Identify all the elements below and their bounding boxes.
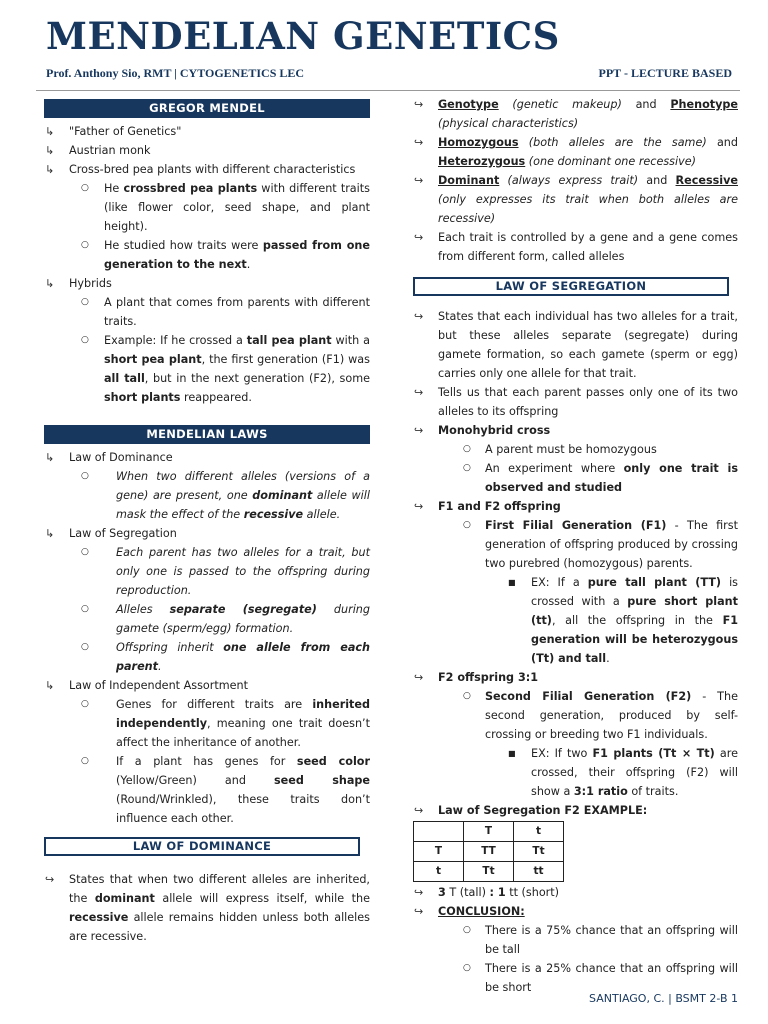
list-item: ↪ Monohybrid cross	[413, 421, 738, 440]
law-of-dominance-heading: LAW OF DOMINANCE	[44, 837, 360, 856]
page-title: MENDELIAN GENETICS	[46, 14, 560, 58]
list-item: ↪ States that when two different alleles are inherited, the dominant allele will express itself, while the recessive allele remains hidden unless both alleles are recessive.	[44, 870, 370, 946]
lecture-label: PPT - LECTURE BASED	[598, 66, 732, 80]
author-line: Prof. Anthony Sio, RMT | CYTOGENETICS LEC	[46, 66, 305, 80]
table-cell: t	[514, 822, 564, 842]
right-column	[413, 95, 738, 997]
list-item: ↪ CONCLUSION:	[413, 902, 738, 921]
list-item: ↪ Homozygous (both alleles are the same) and Heterozygous (one dominant one recessive)	[413, 133, 738, 171]
sub-list-item: ○ He studied how traits were passed from one generation to the next.	[44, 236, 370, 274]
list-item: ↳ Law of Independent Assortment	[44, 676, 370, 695]
table-row	[414, 842, 564, 862]
sub-list-item: ○ Offspring inherit one allele from each parent.	[44, 638, 370, 676]
sub-list-item: ○ First Filial Generation (F1) - The first generation of offspring produced by crossing two purebred (homozygous) parents.	[413, 516, 738, 573]
list-item: ↳ Cross-bred pea plants with different characteristics	[44, 160, 370, 179]
table-cell	[414, 822, 464, 842]
sub-list-item: ○ If a plant has genes for seed color (Yellow/Green) and seed shape (Round/Wrinkled), these traits don’t influence each other.	[44, 752, 370, 828]
sub-list-item: ○ Genes for different traits are inherited independently, meaning one trait doesn’t affect the inheritance of another.	[44, 695, 370, 752]
list-item: ↳ Law of Segregation	[44, 524, 370, 543]
list-item: ↪ Each trait is controlled by a gene and a gene comes from different form, called alleles	[413, 228, 738, 266]
list-item: ↪ States that each individual has two alleles for a trait, but these alleles separate (segregate) during gamete formation, so each gamete (sperm or egg) carries only one allele for that trait.	[413, 307, 738, 383]
sub-list-item: ○ A plant that comes from parents with different traits.	[44, 293, 370, 331]
sub-list-item: ○ When two different alleles (versions of a gene) are present, one dominant allele will mask the effect of the recessive allele.	[44, 467, 370, 524]
list-item: ↪ 3 T (tall) : 1 tt (short)	[413, 883, 738, 902]
sub-list-item: ○ There is a 75% chance that an offspring will be tall	[413, 921, 738, 959]
list-item: ↳ Hybrids	[44, 274, 370, 293]
sub-list-item: ○ Each parent has two alleles for a trait, but only one is passed to the offspring during reproduction.	[44, 543, 370, 600]
left-column	[44, 99, 370, 946]
list-item: ↳ "Father of Genetics"	[44, 122, 370, 141]
header-divider	[36, 90, 740, 91]
sub-sub-list-item: ■ EX: If two F1 plants (Tt × Tt) are crossed, their offspring (F2) will show a 3:1 ratio of traits.	[413, 744, 738, 801]
table-cell: tt	[514, 862, 564, 882]
list-item: ↪ Genotype (genetic makeup) and Phenotype (physical characteristics)	[413, 95, 738, 133]
list-item: ↪ Dominant (always express trait) and Recessive (only expresses its trait when both alleles are recessive)	[413, 171, 738, 228]
list-item: ↪ Tells us that each parent passes only one of its two alleles to its offspring	[413, 383, 738, 421]
mendelian-laws-heading: MENDELIAN LAWS	[44, 425, 370, 444]
table-cell: T	[414, 842, 464, 862]
law-of-segregation-heading: LAW OF SEGREGATION	[413, 277, 729, 296]
list-item: ↳ Austrian monk	[44, 141, 370, 160]
table-row	[414, 862, 564, 882]
page-footer: SANTIAGO, C. | BSMT 2-B 1	[589, 992, 738, 1005]
sub-list-item: ○ Alleles separate (segregate) during gamete (sperm/egg) formation.	[44, 600, 370, 638]
sub-list-item: ○ There is a 25% chance that an offspring will be short	[413, 959, 738, 997]
table-cell: t	[414, 862, 464, 882]
list-item: ↪ Law of Segregation F2 EXAMPLE:	[413, 801, 738, 820]
sub-list-item: ○ Second Filial Generation (F2) - The second generation, produced by self-crossing or breeding two F1 individuals.	[413, 687, 738, 744]
sub-list-item: ○ He crossbred pea plants with different traits (like flower color, seed shape, and plant height).	[44, 179, 370, 236]
sub-list-item: ○ Example: If he crossed a tall pea plant with a short pea plant, the first generation (F1) was all tall, but in the next generation (F2), some short plants reappeared.	[44, 331, 370, 407]
sub-sub-list-item: ■ EX: If a pure tall plant (TT) is crossed with a pure short plant (tt), all the offspring in the F1 generation will be heterozygous (Tt) and tall.	[413, 573, 738, 668]
sub-list-item: ○ A parent must be homozygous	[413, 440, 738, 459]
table-cell: Tt	[464, 862, 514, 882]
table-row	[414, 822, 564, 842]
table-cell: TT	[464, 842, 514, 862]
sub-list-item: ○ An experiment where only one trait is observed and studied	[413, 459, 738, 497]
gregor-mendel-heading: GREGOR MENDEL	[44, 99, 370, 118]
table-cell: Tt	[514, 842, 564, 862]
list-item: ↪ F2 offspring 3:1	[413, 668, 738, 687]
list-item: ↳ Law of Dominance	[44, 448, 370, 467]
table-cell: T	[464, 822, 514, 842]
punnett-square	[413, 821, 564, 882]
list-item: ↪ F1 and F2 offspring	[413, 497, 738, 516]
